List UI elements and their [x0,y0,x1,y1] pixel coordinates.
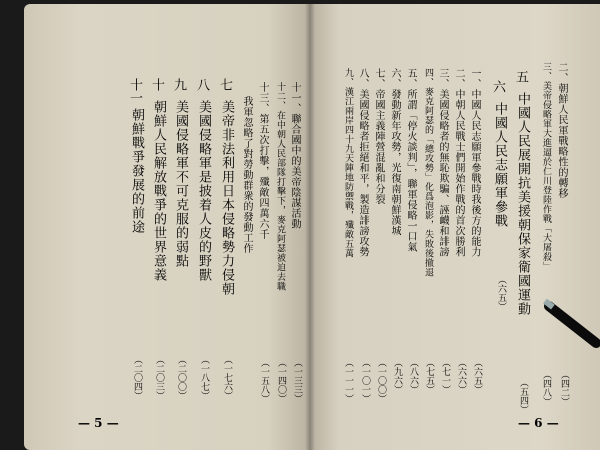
section-number: 六 [490,80,505,93]
entry-title: 三、美國侵略者的無恥欺騙、誣衊和誹謗 [437,68,448,257]
entry-title: 我軍忽略了對勞動群衆的發動工作 [241,96,252,254]
entry-page: （九六） [392,358,402,394]
section-title: 朝鮮戰爭發展的前途 [129,108,144,234]
section-number: 十 [149,78,164,91]
section-title: 美國侵略軍不可克服的弱點 [173,100,188,268]
section-page: （一七六） [222,355,232,400]
book-gutter [305,4,315,450]
entry-title: 二、朝鮮人民軍戰略性的轉移 [556,62,567,199]
section-page: （一八七） [199,355,209,400]
section-title: 中國人民展開抗美援朝保家衛國運動 [515,92,530,316]
entry-title: 六、發動新年攻勢，光復南朝鮮漢城 [389,68,400,236]
entry-title: 五、所謂「停火談判」，聯軍侵略一口氣 [405,68,416,252]
entry-page: （一〇一） [360,358,370,403]
left-page-number: — 5 — [78,416,119,430]
entry-title: 三、美帝侵略軍大進逼於仁川登陸作戰「大屠殺」 [541,62,551,271]
entry-page: （一四〇） [276,358,286,403]
entry-title: 一、中國人民志願軍參戰時我後方的能力 [469,68,480,257]
entry-page: （七一） [440,358,450,394]
section-page: （二〇四） [132,355,142,400]
entry-page: （四二） [559,370,569,406]
entry-title: 十一、聯合國中的美帝陰謀活動 [289,82,300,229]
section-page: （二〇三） [154,355,164,400]
section-title: 美國侵略軍是披着人皮的野獸 [196,100,211,282]
right-page-number: — 6 — [518,416,559,430]
entry-page: （七五） [424,358,434,394]
entry-title: 十三、第五次打擊，殲敵四萬六千 [257,82,268,240]
entry-page: （六六） [456,358,466,394]
section-number: 七 [217,78,232,91]
entry-title: 十二、在中朝人民部隊打擊下，麥克阿瑟被迫去職 [275,82,285,291]
section-title: 朝鮮人民解放戰爭的世界意義 [151,100,166,282]
entry-page: （一五八） [259,358,269,403]
entry-page: （四八） [541,370,551,406]
entry-page: （六五） [472,358,482,394]
section-number: 十一 [127,78,142,104]
section-number: 八 [194,78,209,91]
entry-page: （一三三） [292,358,302,403]
section-title: 美帝非法利用日本侵略勢力侵朝 [219,100,234,296]
entry-title: 七、帝國主義陣營混亂和分裂 [373,68,384,205]
section-number: 九 [171,78,186,91]
section-page: （二〇〇） [176,355,186,400]
entry-title: 四、麥克阿瑟的「總攻勢」化爲泡影，失敗後撤退 [423,68,433,277]
section-page: （六五） [496,275,506,311]
entry-title: 九、漢江兩岸四十九天陣地防禦戰，殲敵五萬 [343,68,353,258]
entry-page: （八六） [408,358,418,394]
entry-page: （一一一） [343,358,353,403]
entry-title: 二、中朝人民戰士們開始作戰的首次勝利 [453,68,464,257]
section-title: 中國人民志願軍參戰 [492,102,507,228]
section-page: （五四） [518,378,528,414]
entry-page: （一〇〇） [376,358,386,403]
section-number: 五 [513,70,528,83]
entry-title: 八、美國侵略者拒絕和平，製造誹謗攻勢 [357,68,368,257]
